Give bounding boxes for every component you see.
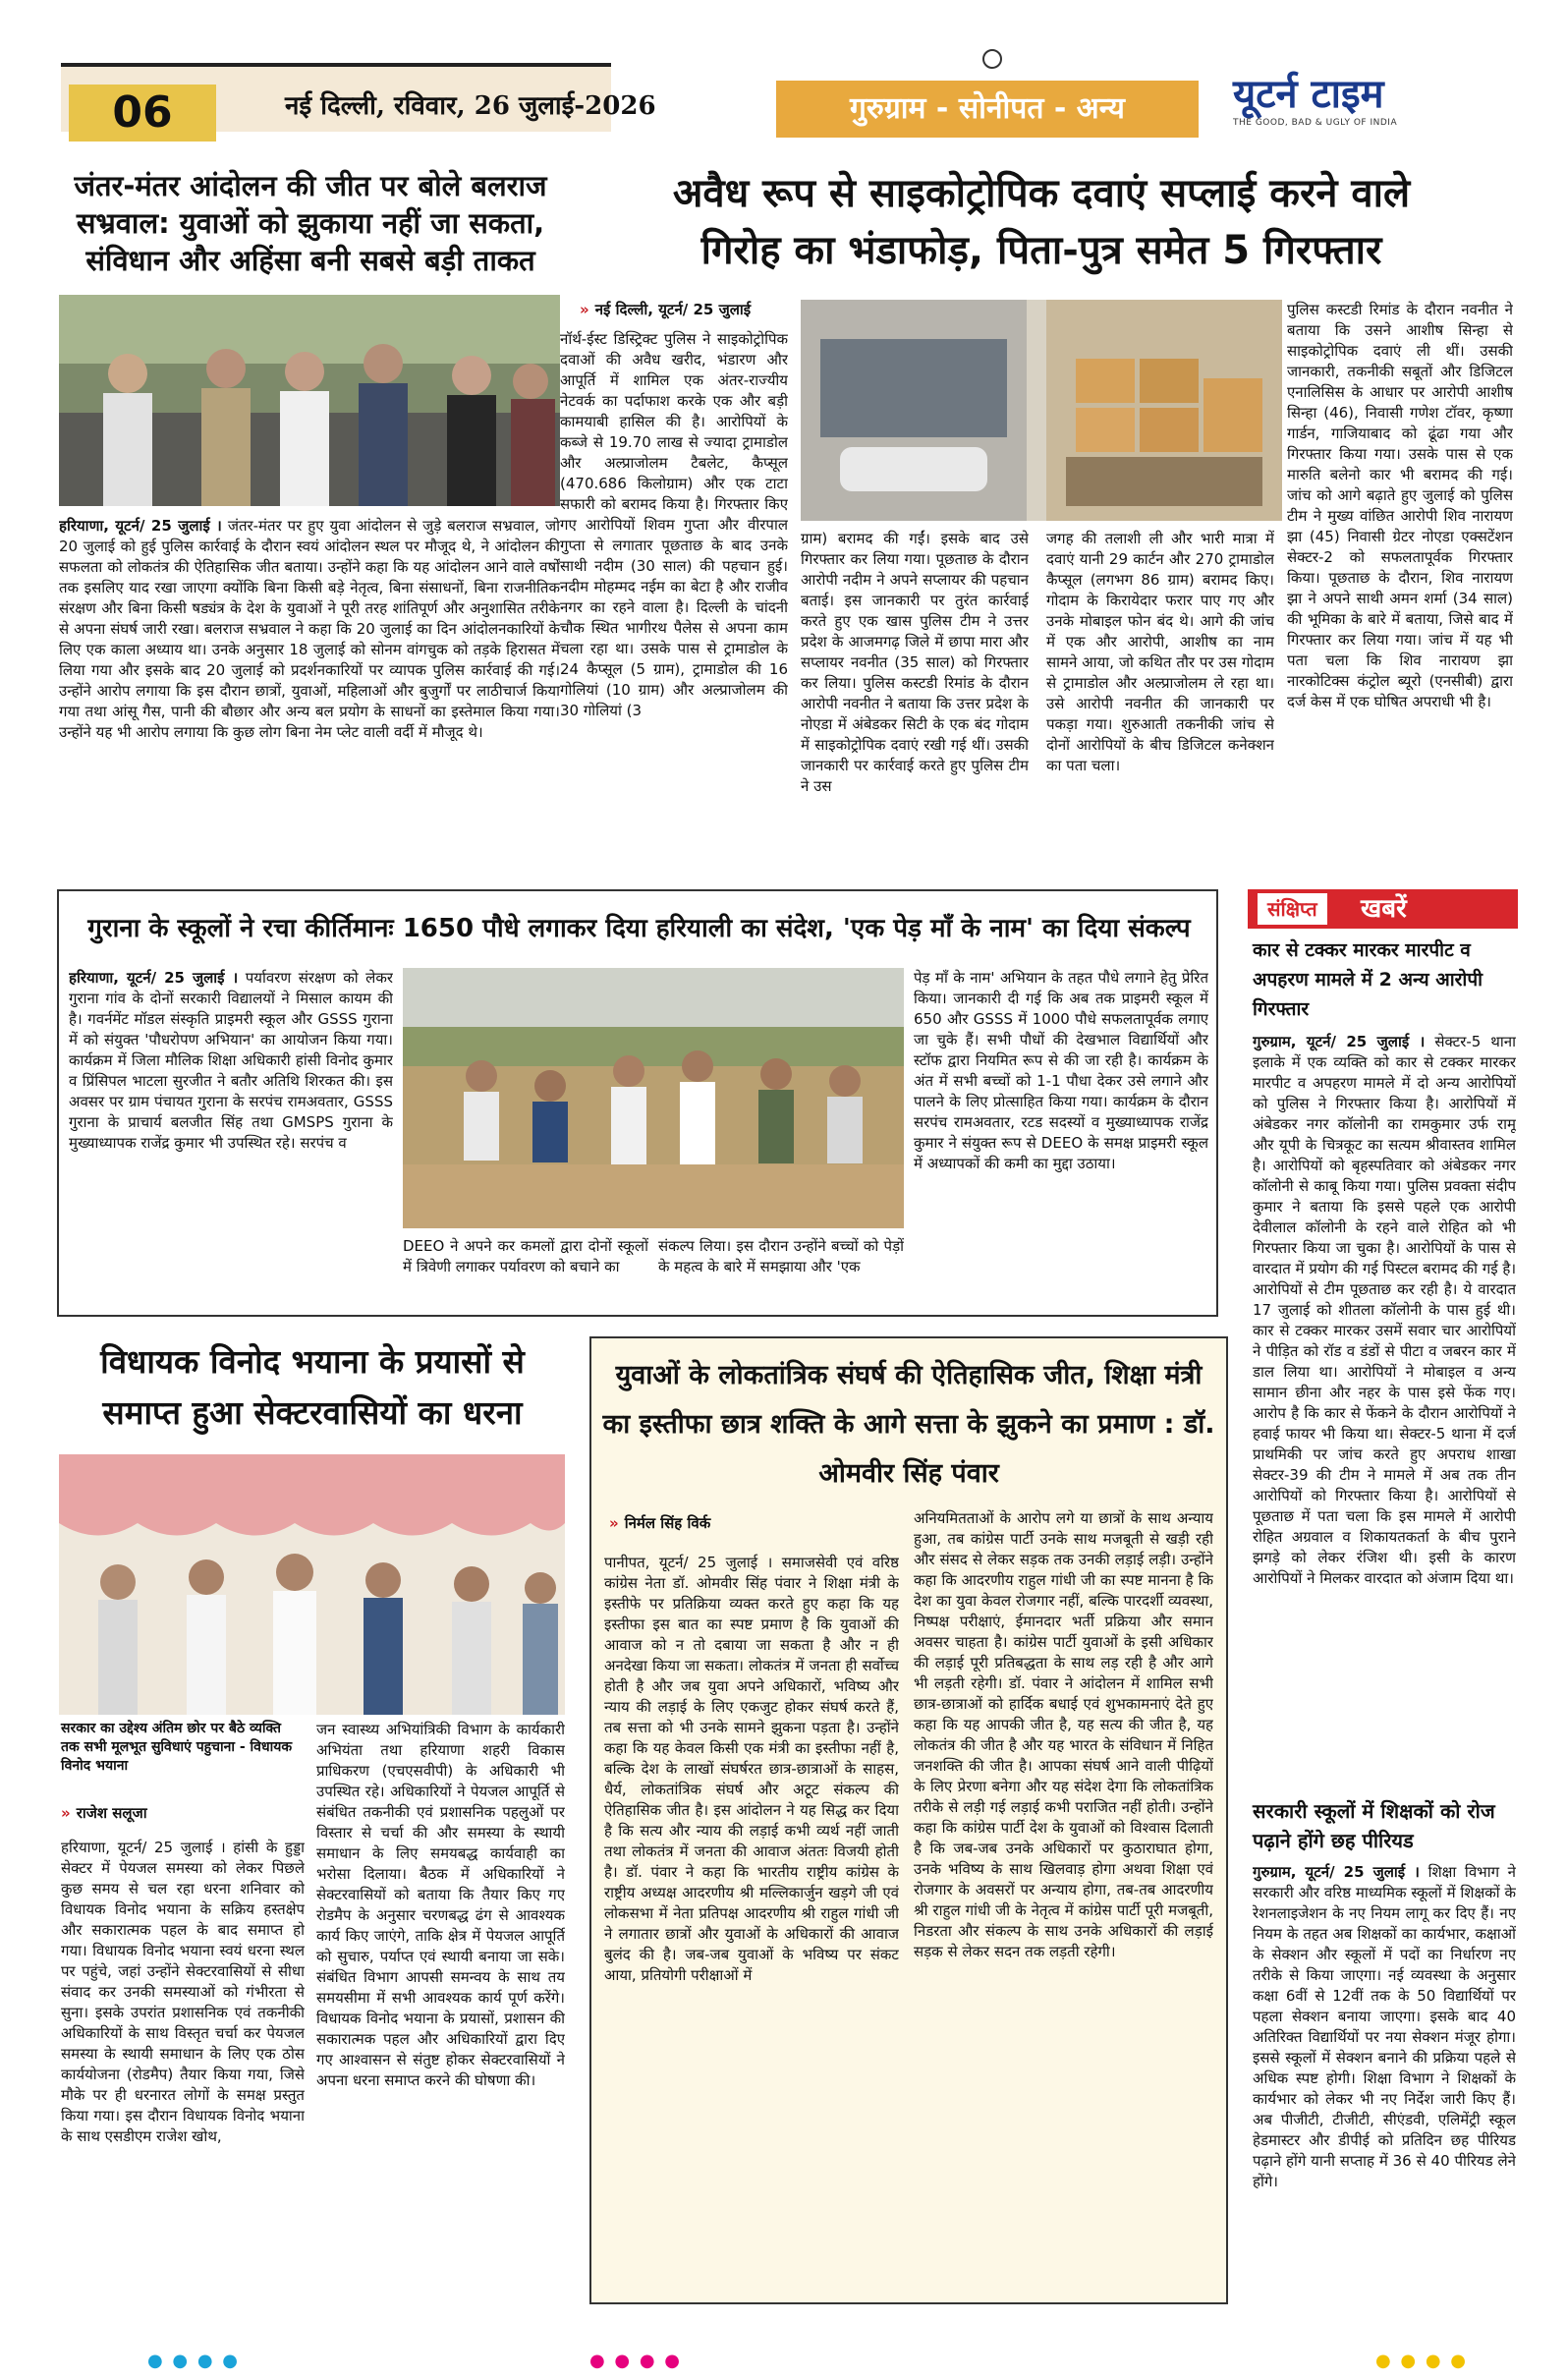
story2-col4: पुलिस कस्टडी रिमांड के दौरान नवनीत ने बताया कि उसने आशीष सिन्हा से साइकोट्रोपिक दवाएं ली थीं। उसकी जानकारी, तकनीकी सबूतों और डिजिटल एनालिसिस के आधार पर आरोपी आशीष सिन्हा (46), निवासी गणेश टॉवर, कृष्णा गार्डन, गाजियाबाद को ढूंढा गया और गिरफ्तार किया गया। उसके पास से एक मारुति बलेनो कार भी बरामद की गई। जांच को आगे बढ़ाते हुए जुलाई को पुलिस टीम ने मुख्य वांछित आरोपी शिव नारायण झा (45) निवासी ग्रेटर नोएडा एक्सटेंशन सेक्टर-2 को सफलतापूर्वक गिरफ्तार किया। पूछताछ के दौरान, शिव नारायण झा ने अपने साथी अमन शर्मा (34 साल) की भूमिका के बारे में बताया, जिसे बाद में गिरफ्तार कर लिया गया। जांच में यह भी पता चला कि शिव नारायण झा नारकोटिक्स कंट्रोल ब्यूरो (एनसीबी) द्वारा दर्ज केस में एक घोषित अपराधी भी है। — [1287, 301, 1513, 710]
story2-byline — [580, 300, 786, 319]
brief2-headline: सरकारी स्कूलों में शिक्षकों को रोज पढ़ाने होंगे छह पीरियड — [1253, 1799, 1495, 1852]
brief1-headline: कार से टक्कर मारकर मारपीट व अपहरण मामले में 2 अन्य आरोपी गिरफ्तार — [1253, 939, 1483, 1020]
story5-headline: युवाओं के लोकतांत्रिक संघर्ष की ऐतिहासिक जीत, शिक्षा मंत्री का इस्तीफा छात्र शक्ति के आगे सत्ता के झुकने का प्रमाण : डॉ. ओमवीर सिंह पंवार — [602, 1360, 1215, 1489]
brief1-dateline: गुरुग्राम, यूटर्न/ 25 जुलाई । — [1253, 1033, 1426, 1050]
print-marks-left: ● ● ● ● — [147, 2351, 240, 2371]
section-title: गुरुग्राम - सोनीपत - अन्य — [776, 81, 1199, 138]
story2-byline-text: नई दिल्ली, यूटर्न/ 25 जुलाई — [594, 301, 752, 318]
story4-col2: जन स्वास्थ्य अभियांत्रिकी विभाग के कार्यकारी अभियंता तथा हरियाणा शहरी विकास प्राधिकरण (एचएसवीपी) के अधिकारी भी उपस्थित रहे। अधिकारियों ने पेयजल आपूर्ति से संबंधित तकनीकी एवं प्रशासनिक पहलुओं पर विस्तार से चर्चा की और समस्या के स्थायी समाधान के लिए समयबद्ध कार्यवाही का भरोसा दिलाया। बैठक में अधिकारियों ने सेक्टरवासियों को बताया कि तैयार किए गए रोडमैप के अनुसार चरणबद्ध ढंग से आवश्यक कार्य किए जाएंगे, ताकि क्षेत्र में पेयजल आपूर्ति को सुचारु, पर्याप्त एवं स्थायी बनाया जा सके। संबंधित विभाग आपसी समन्वय के साथ तय समयसीमा में सभी आवश्यक कार्य पूर्ण करेंगे। विधायक विनोद भयाना के प्रयासों, प्रशासन की सकारात्मक पहल और अधिकारियों द्वारा दिए गए आश्वासन से संतुष्ट होकर सेक्टरवासियों ने अपना धरना समाप्त करने की घोषणा की। — [316, 1721, 565, 2089]
story3-col2: DEEO ने अपने कर कमलों द्वारा दोनों स्कूलों में त्रिवेणी लगाकर पर्यावरण को बचाने का — [403, 1237, 648, 1275]
byline-arrow-icon: » — [61, 1804, 71, 1822]
brief-label: संक्षिप्त — [1258, 893, 1327, 925]
story5-byline — [609, 1513, 904, 1533]
logo-name: यूटर्न टाइम — [1233, 71, 1384, 117]
story4-byline — [61, 1803, 297, 1823]
logo-tagline: THE GOOD, BAD & UGLY OF INDIA — [1233, 118, 1398, 128]
brief2-dateline: गुरुग्राम, यूटर्न/ 25 जुलाई । — [1253, 1863, 1420, 1881]
brief2-text: शिक्षा विभाग ने सरकारी और वरिष्ठ माध्यमिक स्कूलों में शिक्षकों के रेशनलाइजेशन के नए नियम लागू कर दिए हैं। नए नियम के तहत अब शिक्षकों का कार्यभार, कक्षाओं के सेक्शन और स्कूलों में पदों का निर्धारण नए तरीके से किया जाएगा। नई व्यवस्था के अनुसार कक्षा 6वीं से 12वीं तक के 50 विद्यार्थियों पर पहला सेक्शन बनाया जाएगा। इसके बाद 40 अतिरिक्त विद्यार्थियों पर नया सेक्शन मंजूर होगा। इससे स्कूलों में सेक्शन बनाने की प्रक्रिया पहले से अधिक स्पष्ट होगी। शिक्षा विभाग ने शिक्षकों के कार्यभार को लेकर भी नए निर्देश जारी किए हैं। अब पीजीटी, टीजीटी, सीएंडवी, एलिमेंट्री स्कूल हेडमास्टर और डीपीई को प्रतिदिन छह पीरियड पढ़ाने होंगे यानी सप्ताह में 36 से 40 पीरियड लेने होंगे। — [1253, 1863, 1516, 2190]
story3-col3: संकल्प लिया। इस दौरान उन्होंने बच्चों को पेड़ों के महत्व के बारे में समझाया और 'एक — [658, 1237, 904, 1275]
story5-col2: अनियमितताओं के आरोप लगे या छात्रों के साथ अन्याय हुआ, तब कांग्रेस पार्टी उनके साथ मजबूती से खड़ी रही और संसद से लेकर सड़क तक उनकी लड़ाई लड़ी। उन्होंने कहा कि आदरणीय राहुल गांधी जी का स्पष्ट मानना है कि देश का युवा केवल रोजगार नहीं, बल्कि पारदर्शी व्यवस्था, निष्पक्ष परीक्षाएं, ईमानदार भर्ती प्रक्रिया और समान अवसर चाहता है। कांग्रेस पार्टी युवाओं के इसी अधिकार की लड़ाई पूरी प्रतिबद्धता के साथ लड़ रही है और आगे भी लड़ती रहेगी। डॉ. पंवार ने आंदोलन में शामिल सभी छात्र-छात्राओं को हार्दिक बधाई एवं शुभकामनाएं देते हुए कहा कि यह आपकी जीत है, यह सत्य की जीत है, यह लोकतंत्र की जीत है और यह भारत के संविधान में निहित जनशक्ति की जीत है। आपका संघर्ष आने वाली पीढ़ियों के लिए प्रेरणा बनेगा और यह संदेश देगा कि लोकतांत्रिक तरीके से लड़ी गई लड़ाई कभी पराजित नहीं होती। उन्होंने कहा कि कांग्रेस पार्टी देश के युवाओं को विश्वास दिलाती है कि जब-जब उनके अधिकारों पर कुठाराघात होगा, उनके भविष्य के साथ खिलवाड़ होगा अथवा शिक्षा एवं रोजगार के अवसरों पर अन्याय होगा, तब-तब आदरणीय श्री राहुल गांधी जी के नेतृत्व में कांग्रेस पार्टी पूरी मजबूती, निडरता और संकल्प के साथ उनके अधिकारों की लड़ाई सड़क से लेकर सदन तक लड़ती रहेगी। — [914, 1509, 1213, 1960]
story1-photo — [59, 295, 560, 506]
brief2-body — [1253, 1862, 1516, 2295]
story1-dateline: हरियाणा, यूटर्न/ 25 जुलाई । — [59, 517, 222, 535]
story2-photo — [801, 300, 1282, 521]
brief1-body — [1253, 1032, 1516, 1788]
story3-col1 — [69, 968, 393, 1307]
story1-body — [59, 516, 560, 855]
story1-headline: जंतर-मंतर आंदोलन की जीत पर बोले बलराज सभ्रवाल: युवाओं को झुकाया नहीं जा सकता, संविधान और अहिंसा बनी सबसे बड़ी ताकत — [74, 169, 547, 277]
newspaper-logo — [1233, 71, 1469, 140]
story5-byline-text: निर्मल सिंह विर्क — [624, 1514, 711, 1532]
story3-photo — [403, 968, 904, 1228]
registration-mark — [982, 49, 1002, 69]
story4-photo — [59, 1454, 565, 1715]
story2-col2: ग्राम) बरामद की गईं। इसके बाद उसे गिरफ्तार कर लिया गया। पूछताछ के दौरान आरोपी नदीम ने अपने सप्लायर की पहचान बताई। इस जानकारी पर तुरंत कार्रवाई करते हुए एक खास पुलिस टीम ने उत्तर प्रदेश के आजमगढ़ जिले में छापा मारा और सप्लायर नवनीत (35 साल) को गिरफ्तार कर लिया। पुलिस कस्टडी रिमांड के दौरान आरोपी नवनीत ने बताया कि उत्तर प्रदेश के नोएडा में अंबेडकर सिटी के एक बंद गोदाम में साइकोट्रोपिक दवाएं रखी गई थीं। उसकी जानकारी पर कार्रवाई करते हुए पुलिस टीम ने उस — [801, 530, 1029, 795]
story2-col1: नॉर्थ-ईस्ट डिस्ट्रिक्ट पुलिस ने साइकोट्रोपिक दवाओं की अवैध खरीद, भंडारण और आपूर्ति में शामिल एक अंतर-राज्यीय नेटवर्क का पर्दाफाश करके एक और बड़ी कामयाबी हासिल की है। आरोपियों के कब्जे से 19.70 लाख से ज्यादा ट्रामाडोल और अल्प्राजोलम टैबलेट, कैप्सूल (470.686 किलोग्राम) और एक टाटा सफारी को बरामद किया है। गिरफ्तार किए गए आरोपियों शिवम गुप्ता और वीरपाल गुप्ता से लगातार पूछताछ के बाद उनके साथी नदीम (30 साल) की पहचान हुई। नदीम मोहम्मद नईम का बेटा है और राजीव नगर का रहने वाला है। दिल्ली के चांदनी चौक स्थित भागीरथ पैलेस से अपना काम चला रहा था। उसके पास से ट्रामाडोल के 24 कैप्सूल (5 ग्राम), ट्रामाडोल की 16 गोलियां (10 ग्राम) और अल्प्राजोलम की 30 गोलियां (3 — [560, 330, 788, 719]
story1-text: जंतर-मंतर पर हुए युवा आंदोलन से जुड़े बलराज सभ्रवाल, जो 20 जुलाई को हुई पुलिस कार्रवाई के दौरान स्वयं आंदोलन स्थल पर मौजूद थे, ने आंदोलन की सफलता को लोकतंत्र की ऐतिहासिक जीत बताया। उन्होंने कहा कि यह आंदोलन आने वाले वर्षों तक इसलिए याद रखा जाएगा क्योंकि बिना किसी बड़े नेतृत्व, बिना संसाधनों, बिना राजनीतिक संरक्षण और बिना किसी षड्यंत्र के देश के युवाओं ने पूरी तरह शांतिपूर्ण और अनुशासित तरीके से अपना संघर्ष जारी रखा। बलराज सभ्रवाल ने कहा कि 20 जुलाई का दिन आंदोलनकारियों के लिए एक काला अध्याय था। उनके अनुसार 18 जुलाई को सोनम वांगचुक को तड़के हिरासत में लिया गया और इसके बाद 20 जुलाई को प्रदर्शनकारियों पर व्यापक पुलिस कार्रवाई की गई। उन्होंने आरोप लगाया कि इस दौरान छात्रों, युवाओं, महिलाओं और बुजुर्गों पर लाठीचार्ज किया गया तथा आंसू गैस, पानी की बौछार और अन्य बल प्रयोग के साधनों का इस्तेमाल किया गया। उन्होंने यह भी आरोप लगाया कि कुछ लोग बिना नेम प्लेट वाली वर्दी में मौजूद थे। — [59, 517, 560, 741]
story2-col3: जगह की तलाशी ली और भारी मात्रा में दवाएं यानी 29 कार्टन और 270 ट्रामाडोल कैप्सूल (लगभग 86 ग्राम) बरामद किए। गोदाम के किरायेदार फरार पाए गए और उनके मोबाइल फोन बंद थे। आगे की जांच में एक और आरोपी, आशीष का नाम सामने आया, जो कथित तौर पर उस गोदाम से ट्रामाडोल और अल्प्राजोलम ले रहा था। उसे आरोपी नवनीत की जानकारी पर पकड़ा गया। शुरुआती तकनीकी जांच से दोनों आरोपियों के बीच डिजिटल कनेक्शन का पता चला। — [1046, 530, 1274, 774]
story3-text1: पर्यावरण संरक्षण को लेकर गुराना गांव के दोनों सरकारी विद्यालयों ने मिसाल कायम की है। गवर्नमेंट मॉडल संस्कृति प्राइमरी स्कूल और GSSS गुराना में को संयुक्त 'पौधरोपण अभियान' का आयोजन किया गया। कार्यक्रम में जिला मौलिक शिक्षा अधिकारी हांसी विनोद कुमार व प्रिंसिपल भाटला सुरजीत ने बतौर अतिथि शिरकत की। इस अवसर पर ग्राम पंचायत गुराना के सरपंच रामअवतार, GSSS गुराना के प्राचार्य बलजीत सिंह तथा GMSPS गुराना के मुख्याध्यापक राजेंद्र कुमार भी उपस्थित रहे। सरपंच व — [69, 969, 393, 1152]
story5-col1: पानीपत, यूटर्न/ 25 जुलाई । समाजसेवी एवं वरिष्ठ कांग्रेस नेता डॉ. ओमवीर सिंह पंवार ने शिक्षा मंत्री के इस्तीफे पर प्रतिक्रिया व्यक्त करते हुए कहा कि यह इस्तीफा इस बात का स्पष्ट प्रमाण है कि युवाओं की आवाज को न तो दबाया जा सकता है और न ही अनदेखा किया जा सकता। लोकतंत्र में जनता ही सर्वोच्च होती है और जब युवा अपने अधिकारों, भविष्य और न्याय की लड़ाई के लिए एकजुट होकर संघर्ष करते हैं, तब सत्ता को भी उनके सामने झुकना पड़ता है। उन्होंने कहा कि यह केवल किसी एक मंत्री का इस्तीफा नहीं है, बल्कि देश के लाखों संघर्षरत छात्र-छात्राओं के साहस, धैर्य, लोकतांत्रिक संघर्ष और अटूट संकल्प की ऐतिहासिक जीत है। इस आंदोलन ने यह सिद्ध कर दिया है कि सत्य और न्याय की लड़ाई कभी व्यर्थ नहीं जाती तथा लोकतंत्र में जनता की आवाज अंततः विजयी होती है। डॉ. पंवार ने कहा कि भारतीय राष्ट्रीय कांग्रेस के राष्ट्रीय अध्यक्ष आदरणीय श्री मल्लिकार्जुन खड़गे जी एवं लोकसभा में नेता प्रतिपक्ष आदरणीय श्री राहुल गांधी जी ने लगातार छात्रों और युवाओं के अधिकारों की आवाज बुलंद की है। जब-जब युवाओं के भविष्य पर संकट आया, प्रतियोगी परीक्षाओं में — [604, 1554, 899, 1984]
print-marks-right: ● ● ● ● — [1375, 2351, 1468, 2371]
byline-arrow-icon: » — [580, 301, 589, 318]
brief-label2: खबरें — [1361, 894, 1407, 924]
story4-col1: हरियाणा, यूटर्न/ 25 जुलाई । हांसी के हुड्डा सेक्टर में पेयजल समस्या को लेकर पिछले कुछ समय से चल रहा धरना शनिवार को विधायक विनोद भयाना के सक्रिय हस्तक्षेप और सकारात्मक पहल के बाद समाप्त हो गया। विधायक विनोद भयाना स्वयं धरना स्थल पर पहुंचे, जहां उन्होंने सेक्टरवासियों से सीधा संवाद कर उनकी समस्याओं को गंभीरता से सुना। इसके उपरांत प्रशासनिक एवं तकनीकी अधिकारियों के साथ विस्तृत चर्चा कर पेयजल समस्या के स्थायी समाधान के लिए एक ठोस कार्ययोजना (रोडमैप) तैयार किया गया, जिसे मौके पर ही धरनारत लोगों के समक्ष प्रस्तुत किया गया। इस दौरान विधायक विनोद भयाना के साथ एसडीएम राजेश खोथ, — [61, 1839, 305, 2145]
story4-caption: सरकार का उद्देश्य अंतिम छोर पर बैठे व्यक्ति तक सभी मूलभूत सुविधाएं पहुचाना - विधायक विनोद भयाना — [61, 1721, 293, 1774]
story4-byline-text: राजेश सलूजा — [76, 1804, 147, 1822]
print-marks-center: ● ● ● ● — [589, 2351, 682, 2371]
page-number: 06 — [69, 85, 216, 142]
story3-dateline: हरियाणा, यूटर्न/ 25 जुलाई । — [69, 969, 239, 987]
story4-headline: विधायक विनोद भयाना के प्रयासों से समाप्त हुआ सेक्टरवासियों का धरना — [100, 1342, 525, 1432]
story3-col4: पेड़ माँ के नाम' अभियान के तहत पौधे लगाने हेतु प्रेरित किया। जानकारी दी गई कि अब तक प्राइमरी स्कूल में 650 और GSSS में 1000 पौधे सफलतापूर्वक लगाए जा चुके हैं। सभी पौधों की देखभाल विद्यार्थियों और स्टॉफ द्वारा नियमित रूप से की जा रही है। कार्यक्रम के अंत में सभी बच्चों को 1-1 पौधा देकर उसे लगाने और पालने के लिए प्रोत्साहित किया गया। कार्यक्रम के दौरान सरपंच रामअवतार, रटड सदस्यों व मुख्याध्यापक राजेंद्र कुमार ने संयुक्त रूप से DEEO के समक्ष प्राइमरी स्कूल में अध्यापकों की कमी का मुद्दा उठाया। — [914, 969, 1208, 1172]
byline-arrow-icon: » — [609, 1514, 619, 1532]
story3-headline: गुराना के स्कूलों ने रचा कीर्तिमानः 1650 पौधे लगाकर दिया हरियाली का संदेश, 'एक पेड़ माँ के नाम' का दिया संकल्प — [87, 914, 1191, 943]
brief1-text: सेक्टर-5 थाना इलाके में एक व्यक्ति को कार से टक्कर मारकर मारपीट व अपहरण मामले में दो अन्य आरोपियों को पुलिस ने गिरफ्तार किया है। आरोपियों में अंबेडकर नगर कॉलोनी का रामकुमार उर्फ रामू और यूपी के चित्रकूट का सत्यम श्रीवास्तव शामिल है। आरोपियों को बृहस्पतिवार को अंबेडकर नगर कॉलोनी से काबू किया गया। पुलिस प्रवक्ता संदीप कुमार ने बताया कि इससे पहले एक आरोपी देवीलाल कॉलोनी के रहने वाले रोहित को भी गिरफ्तार किया जा चुका है। आरोपियों के पास से वारदात में प्रयोग की गई पिस्टल बरामद की गई है। आरोपियों से टीम पूछताछ कर रही है। ये वारदात 17 जुलाई को शीतला कॉलोनी के पास हुई थी। कार से टक्कर मारकर उसमें सवार चार आरोपियों ने पीड़ित को रॉड व डंडों से पीटा व जबरन कार में डाल लिया था। आरोपियों ने मोबाइल व अन्य सामान छीना और नहर के पास इसे फेंक गए। आरोप है कि कार से फेंकने के दौरान आरोपियों ने हवाई फायर भी किया था। सेक्टर-5 थाना में दर्ज प्राथमिकी पर जांच करते हुए अपराध शाखा सेक्टर-39 की टीम ने मामले में अब तक तीन आरोपियों को गिरफ्तार किया है। आरोपियों से पूछताछ में पता चला कि इस मामले में आरोपी रोहित अग्रवाल व शिकायतकर्ता के बीच पुराने झगड़े को लेकर रंजिश थी। इसी के कारण आरोपियों ने मिलकर वारदात को अंजाम दिया था। — [1253, 1033, 1516, 1587]
edition-date: नई दिल्ली, रविवार, 26 जुलाई-2026 — [285, 91, 656, 121]
story2-headline-line1: अवैध रूप से साइकोट्रोपिक दवाएं सप्लाई करने वाले — [672, 171, 1411, 216]
story2-headline-line2: गिरोह का भंडाफोड़, पिता-पुत्र समेत 5 गिरफ्तार — [700, 228, 1382, 273]
